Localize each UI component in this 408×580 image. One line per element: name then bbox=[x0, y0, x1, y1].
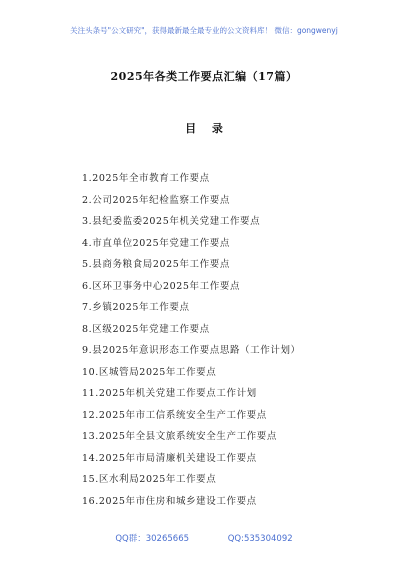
toc-item: 7.乡镇2025年工作要点 bbox=[82, 302, 190, 313]
header-note: 关注头条号"公文研究"，获得最新最全最专业的公文资料库！ 微信：gongwenyj bbox=[70, 26, 338, 35]
footer bbox=[0, 532, 408, 544]
toc-item: 8.区级2025年党建工作要点 bbox=[82, 323, 210, 335]
table-of-contents bbox=[82, 168, 382, 512]
toc-item: 12.2025年市工信系统安全生产工作要点 bbox=[82, 409, 267, 421]
toc-item: 15.区水利局2025年工作要点 bbox=[82, 474, 217, 485]
toc-item: 1.2025年全市教育工作要点 bbox=[82, 173, 210, 184]
toc-item: 5.县商务粮食局2025年工作要点 bbox=[82, 259, 230, 270]
toc-item: 3.县纪委监委2025年机关党建工作要点 bbox=[82, 216, 261, 227]
toc-item: 16.2025年市住房和城乡建设工作要点 bbox=[82, 495, 257, 507]
toc-item: 14.2025年市局清廉机关建设工作要点 bbox=[82, 452, 257, 464]
footer-qq: QQ:535304092 bbox=[227, 534, 293, 544]
toc-item: 11.2025年机关党建工作要点工作计划 bbox=[82, 388, 257, 399]
footer-qq-group: QQ群：30265665 bbox=[115, 534, 190, 544]
document-title: 2025年各类工作要点汇编（17篇） bbox=[110, 70, 298, 83]
toc-item: 4.市直单位2025年党建工作要点 bbox=[82, 237, 230, 249]
toc-item: 6.区环卫事务中心2025年工作要点 bbox=[82, 280, 241, 292]
toc-item: 9.县2025年意识形态工作要点思路（工作计划） bbox=[82, 345, 301, 356]
toc-item: 10.区城管局2025年工作要点 bbox=[82, 366, 217, 378]
toc-item: 2.公司2025年纪检监察工作要点 bbox=[82, 194, 230, 206]
toc-item: 13.2025年全县文旅系统安全生产工作要点 bbox=[82, 431, 277, 442]
toc-heading: 目 录 bbox=[185, 122, 229, 135]
